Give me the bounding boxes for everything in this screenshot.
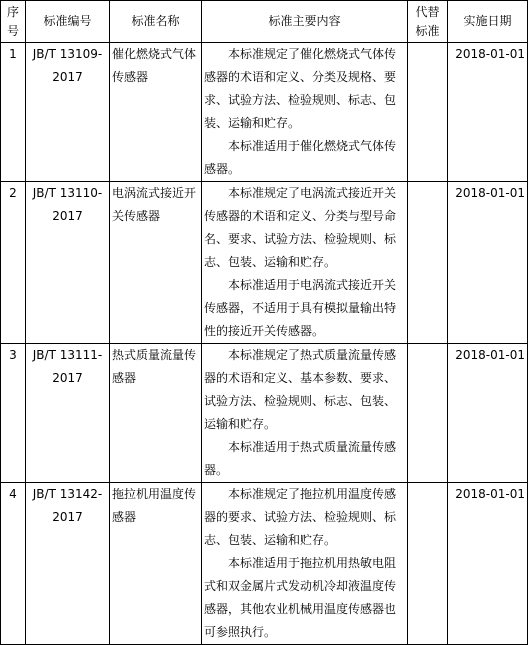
table-row xyxy=(1,344,528,483)
replaced-standard xyxy=(408,182,448,344)
row-no: 2 xyxy=(1,182,26,344)
standard-code: JB/T 13109-2017 xyxy=(26,43,110,182)
standard-content xyxy=(202,43,408,182)
standard-code: JB/T 13111-2017 xyxy=(26,344,110,483)
row-no: 3 xyxy=(1,344,26,483)
standard-content xyxy=(202,483,408,645)
content-paragraph: 本标准规定了拖拉机用温度传感器的要求、试验方法、检验规则、标志、包装、运输和贮存。 xyxy=(204,487,397,547)
standard-name: 拖拉机用温度传感器 xyxy=(110,483,202,645)
standard-name: 热式质量流量传感器 xyxy=(110,344,202,483)
content-paragraph: 本标准适用于热式质量流量传感器。 xyxy=(204,440,397,477)
standard-content xyxy=(202,182,408,344)
standard-name: 电涡流式接近开关传感器 xyxy=(110,182,202,344)
header-code: 标准编号 xyxy=(26,1,110,43)
replaced-standard xyxy=(408,483,448,645)
effective-date: 2018-01-01 xyxy=(448,43,528,182)
effective-date: 2018-01-01 xyxy=(448,182,528,344)
table-row xyxy=(1,43,528,182)
content-paragraph: 本标准规定了电涡流式接近开关传感器的术语和定义、分类与型号命名、要求、试验方法、检验规则、标志、包装、运输和贮存。 xyxy=(204,186,397,269)
row-no: 1 xyxy=(1,43,26,182)
standard-code: JB/T 13142-2017 xyxy=(26,483,110,645)
standard-name: 催化燃烧式气体传感器 xyxy=(110,43,202,182)
header-date: 实施日期 xyxy=(448,1,528,43)
header-replace: 代替标准 xyxy=(408,1,448,43)
header-name: 标准名称 xyxy=(110,1,202,43)
content-paragraph: 本标准规定了热式质量流量传感器的术语和定义、基本参数、要求、试验方法、检验规则、标志、包装、运输和贮存。 xyxy=(204,348,397,431)
table-row xyxy=(1,182,528,344)
effective-date: 2018-01-01 xyxy=(448,344,528,483)
standard-content xyxy=(202,344,408,483)
row-no: 4 xyxy=(1,483,26,645)
content-paragraph: 本标准适用于电涡流式接近开关传感器，不适用于具有模拟量输出特性的接近开关传感器。 xyxy=(204,278,397,338)
table-row xyxy=(1,483,528,645)
standard-code: JB/T 13110-2017 xyxy=(26,182,110,344)
content-paragraph: 本标准适用于拖拉机用热敏电阻式和双金属片式发动机冷却液温度传感器，其他农业机械用温度传感器也可参照执行。 xyxy=(204,556,397,639)
content-paragraph: 本标准规定了催化燃烧式气体传感器的术语和定义、分类及规格、要求、试验方法、检验规则、标志、包装、运输和贮存。 xyxy=(204,47,397,130)
header-content: 标准主要内容 xyxy=(202,1,408,43)
table-header xyxy=(1,1,528,43)
replaced-standard xyxy=(408,43,448,182)
header-no: 序号 xyxy=(1,1,26,43)
effective-date: 2018-01-01 xyxy=(448,483,528,645)
replaced-standard xyxy=(408,344,448,483)
content-paragraph: 本标准适用于催化燃烧式气体传感器。 xyxy=(204,139,397,176)
